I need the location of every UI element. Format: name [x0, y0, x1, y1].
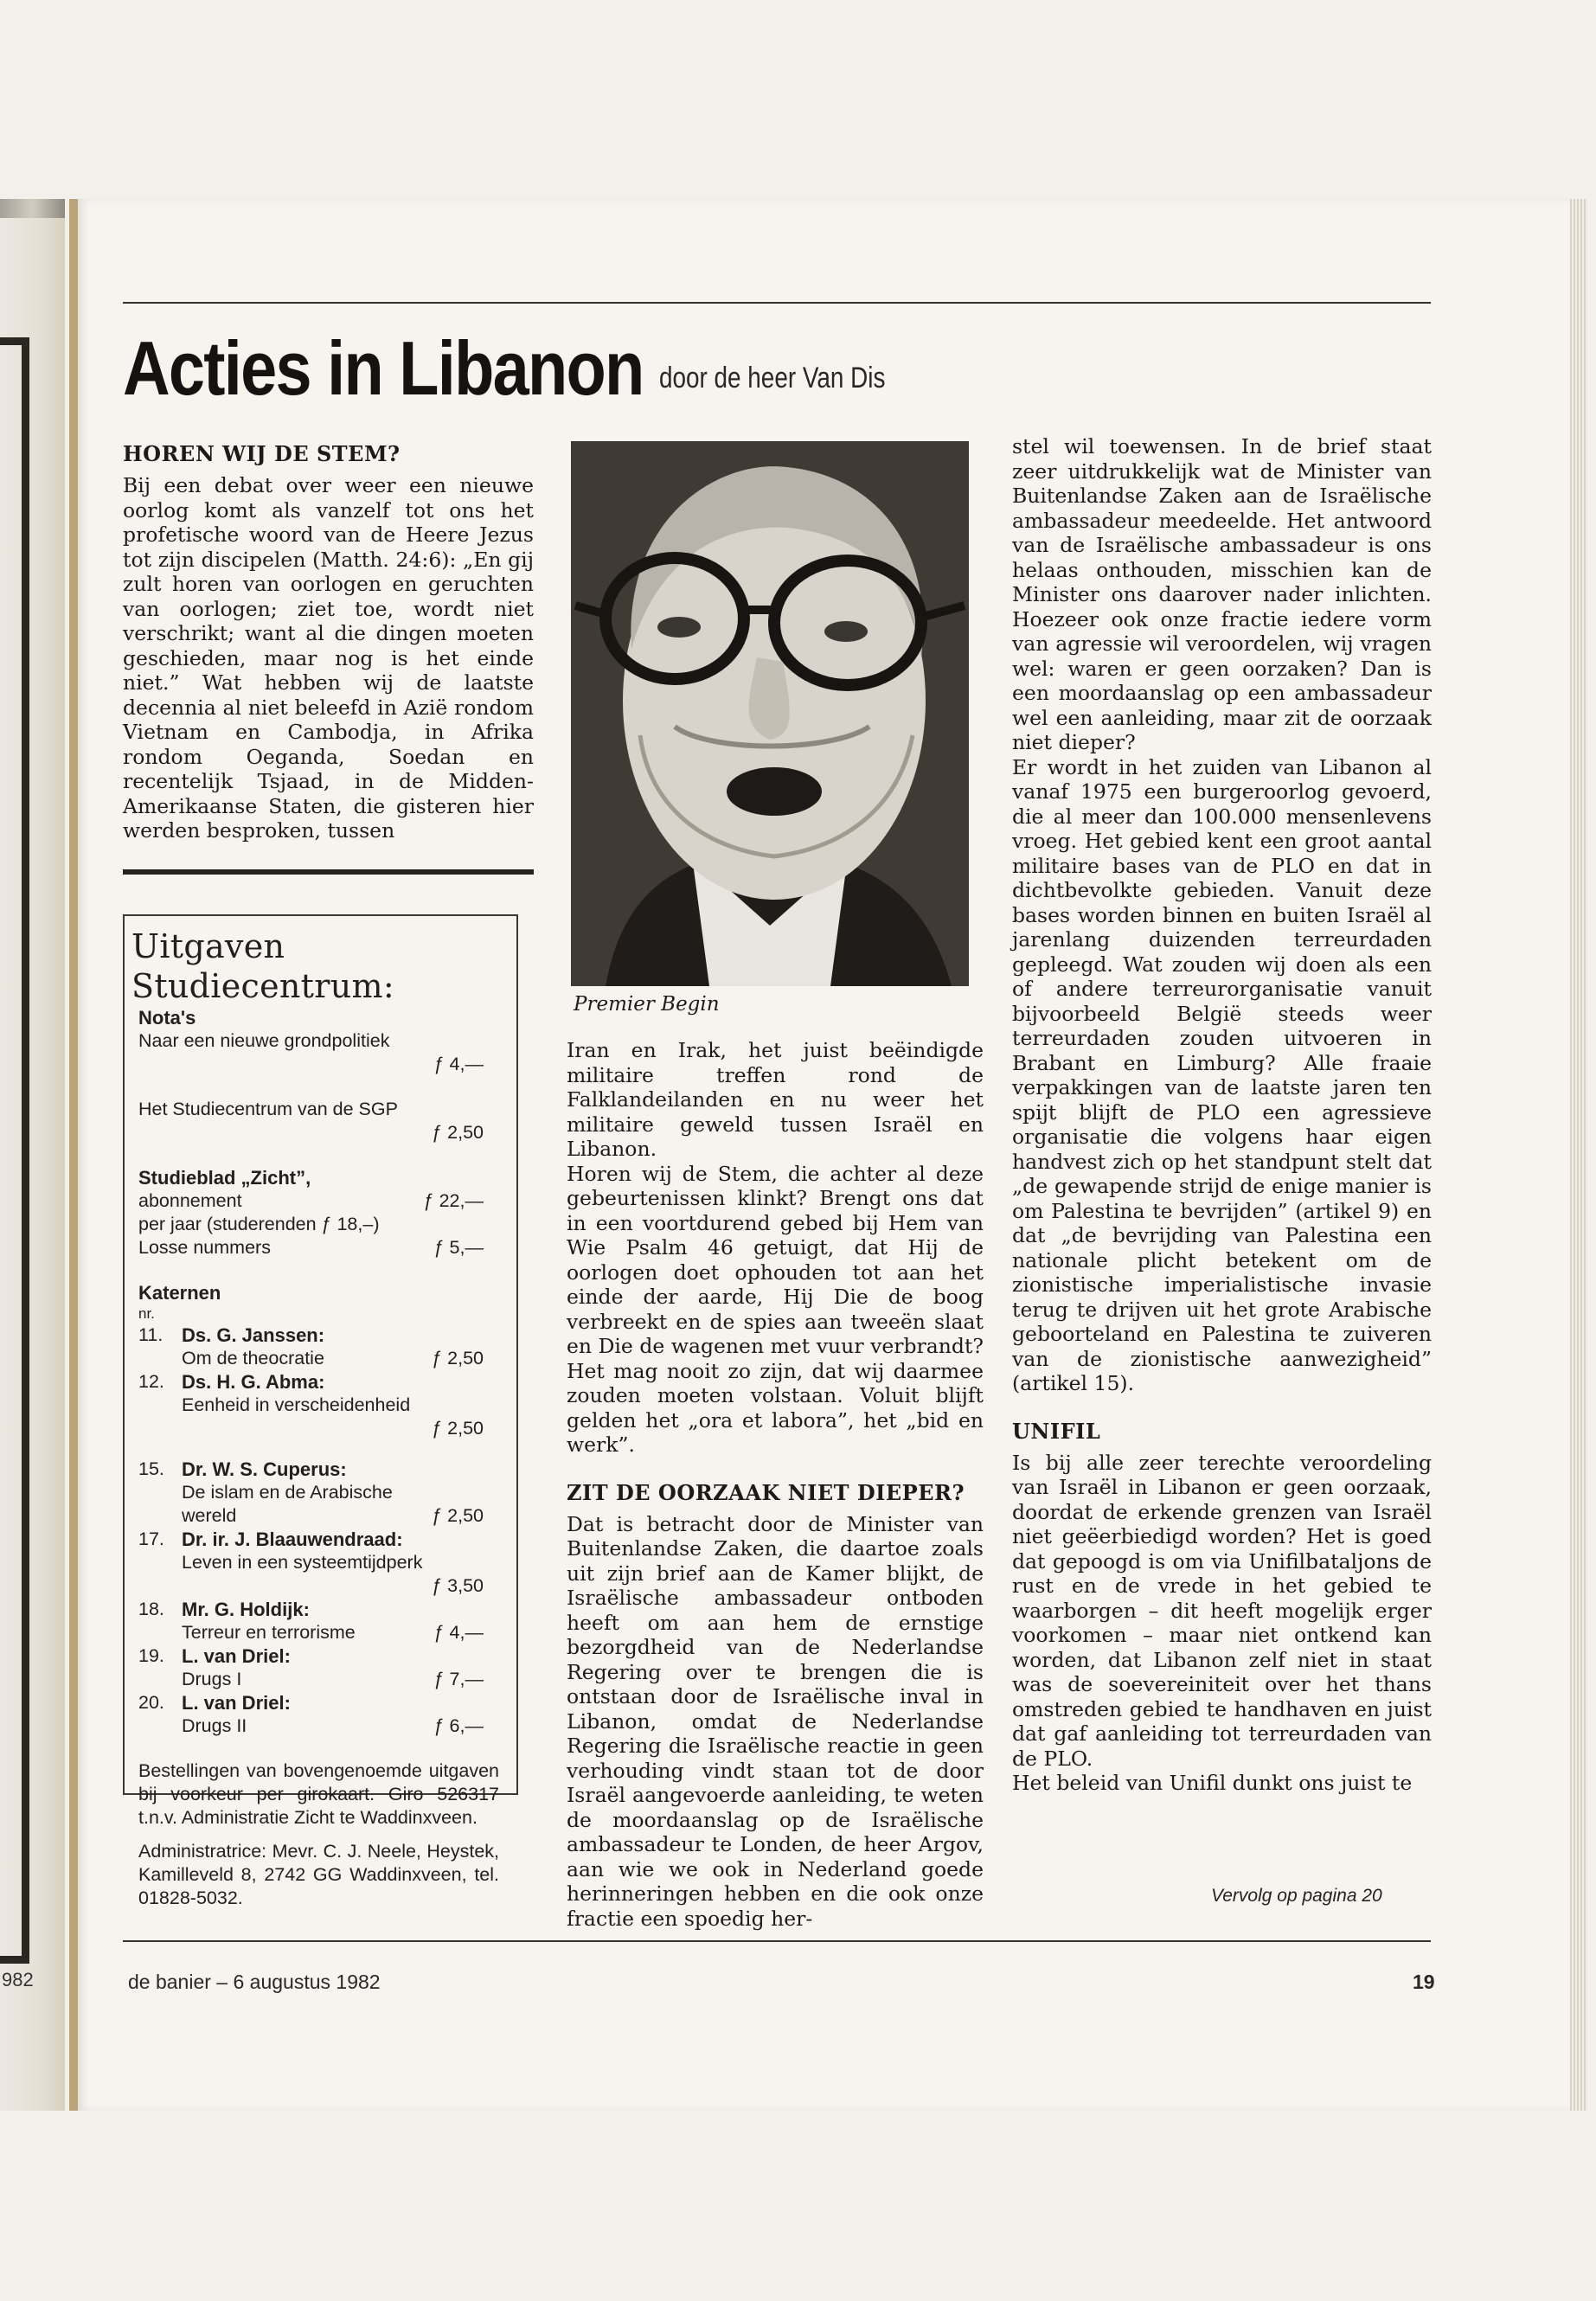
item-author: L. van Driel: [182, 1645, 291, 1667]
paragraph: Bij een debat over weer een nieuwe oorlog komt als vanzelf tot ons het profetische woord van de Heere Jezus tot zijn discipelen (Matth. 24:6): „En gij zult horen van oorlogen en geruchten van oorlogen; ziet toe, wordt niet verschrikt; want al die dingen moeten geschieden, maar nog is het einde niet.” Wat hebben wij de laatste decennia al niet beleefd in Azië rondom Vietnam en Cambodja, in Afrika rondom Oeganda, Soedan en recentelijk Tsjaad, in de Midden-Amerikaanse Staten, die gisteren hier werden besproken, tussen [123, 473, 534, 843]
item-title: Eenheid in verscheidenheid [182, 1394, 411, 1415]
item-author: Dr. ir. J. Blaauwendraad: [182, 1529, 403, 1550]
left-page-folio: 982 [2, 1969, 34, 1990]
item-number: 12. [138, 1371, 164, 1392]
paragraph: Er wordt in het zuiden van Libanon al vanaf 1975 een burgeroorlog gevoerd, die al meer dan 100.000 mensenlevens vroeg. Het gebied kent een groot aantal militaire bases van de PLO en dat in dichtbevolkte gebieden. Vanuit deze bases worden binnen en buiten Israël al jarenlang duizenden terreurdaden gepleegd. Wat zouden wij doen als een of andere terreurorganisatie vanuit bijvoorbeeld België steeds weer terreurdaden zouden uitvoeren in Brabant en Limburg? Alle fraaie verpakkingen van de laatste jaren ten spijt blijft de PLO een agressieve organisatie die volgens haar eigen handvest zich op het standpunt stelt dat „de gewapende strijd de enige manier is om Palestina te bevrijden” (artikel 9) en dat „de bevrijding van Palestina een nationale plicht betekent om de zionistische imperialistische invasie terug te drijven uit het grote Arabische geboorteland en Palestina te zuiveren van de zionistische aanwezigheid” (artikel 15). [1012, 754, 1432, 1395]
item-author: L. van Driel: [182, 1692, 291, 1714]
admin-info: Administratrice: Mevr. C. J. Neele, Heystek, Kamilleveld 8, 2742 GG Waddinxveen, tel. 01828-5032. [138, 1841, 499, 1908]
item-title: Terreur en terrorisme [182, 1622, 356, 1643]
zicht-abonnement: abonnement [138, 1190, 242, 1211]
page-number: 19 [1413, 1971, 1435, 1993]
page-stack-edge [1570, 199, 1587, 2111]
photo-caption: Premier Begin [574, 993, 720, 1016]
left-page-edge [0, 199, 65, 2111]
article-byline: door de heer Van Dis [659, 362, 886, 394]
price: ƒ 22,— [423, 1190, 484, 1211]
katernen-heading: Katernen [138, 1282, 221, 1304]
nota-item: Het Studiecentrum van de SGP [138, 1099, 398, 1119]
price: ƒ 6,— [433, 1715, 484, 1736]
section-heading-unifil: UNIFIL [1012, 1418, 1101, 1444]
item-author: Ds. H. G. Abma: [182, 1371, 325, 1393]
price: ƒ 4,— [433, 1054, 484, 1074]
zicht-heading: Studieblad „Zicht”, [138, 1167, 311, 1189]
paragraph: Iran en Irak, het juist beëindigde militaire treffen rond de Falklandeilanden en nu weer het militaire geweld tussen Israël en Libanon. [567, 1038, 984, 1161]
continued-note: Vervolg op pagina 20 [1211, 1886, 1382, 1906]
binding-strip [0, 199, 65, 218]
portrait-photo [571, 441, 969, 986]
section-heading-oorzaak: ZIT DE OORZAAK NIET DIEPER? [567, 1479, 965, 1505]
paragraph: Horen wij de Stem, die achter al deze gebeurtenissen klinkt? Brengt ons dat in een voortdurend gebed bij Hem van Wie Psalm 46 getuigt, dat Hij de oorlogen doet ophouden tot aan het einde der aarde, Hij Die de boog verbreekt en de spies aan tweeën slaat en Die de wagenen met vuur verbrandt? Het mag nooit zo zijn, dat wij daarmee zouden moeten volstaan. Voluit blijft gelden het „ora et labora”, het „bid en werk”. [567, 1161, 984, 1457]
price: ƒ 2,50 [432, 1348, 484, 1368]
price: ƒ 4,— [433, 1622, 484, 1643]
item-number: 15. [138, 1458, 164, 1479]
price: ƒ 2,50 [432, 1505, 484, 1526]
paragraph: Het beleid van Unifil dunkt ons juist te [1012, 1771, 1413, 1795]
footer-publication: de banier – 6 augustus 1982 [128, 1971, 381, 1993]
price: ƒ 2,50 [432, 1418, 484, 1439]
order-info: Bestellingen van bovengenoemde uitgaven bij voorkeur per girokaart. Giro 526317 t.n.v. Administratie Zicht te Waddinxveen. [138, 1760, 499, 1828]
item-title: Drugs I [182, 1669, 242, 1689]
box-top-rule [123, 869, 534, 875]
section-heading-horen: HOREN WIJ DE STEM? [123, 441, 401, 466]
bottom-rule [123, 1940, 1431, 1942]
top-rule [123, 302, 1431, 304]
item-title-cont: wereld [182, 1505, 237, 1526]
paragraph: Dat is betracht door de Minister van Buitenlandse Zaken, die daartoe zoals uit zijn brief aan de Kamer blijkt, de Israëlische ambassadeur ontboden heeft om aan hem de ernstige bezorgdheid van de Nederlandse Regering over te brengen die is ontstaan door de Israëlische inval in Libanon, omdat de Nederlandse Regering die Israëlische reactie in geen verhouding vindt staan tot de door Israël aangevoerde aanleiding, te weten de moordaanslag op de Israëlische ambassadeur te Londen, de heer Argov, aan wie we ook in Nederland goede herinneringen hebben en die ook onze fractie een spoedig her- [567, 1511, 984, 1931]
article-title: Acties in Libanon [123, 325, 644, 411]
price: ƒ 7,— [433, 1669, 484, 1689]
item-title: De islam en de Arabische [182, 1482, 393, 1503]
paragraph: stel wil toewensen. In de brief staat zeer uitdrukkelijk wat de Minister van Buitenlandse Zaken aan de Israëlische ambassadeur meedeelde. Het antwoord van de Israëlische ambassadeur is ons helaas onthouden, misschien kan de Minister ons daarover nader inlichten. Hoezeer ook onze fractie iedere vorm van agressie wil veroordelen, wij vragen wel: waren er geen oorzaken? Dan is een moordaanslag op een ambassadeur wel een aanleiding, maar zit de oorzaak niet dieper? [1012, 434, 1432, 754]
zicht-studenten: per jaar (studerenden ƒ 18,–) [138, 1214, 380, 1234]
nr-label: nr. [138, 1305, 155, 1322]
paragraph: Is bij alle zeer terechte veroordeling van Israël in Libanon er geen oorzaak, doordat de erkende grenzen van Israël niet geëerbiedigd worden? Het is goed dat gepoogd is om via Unifilbataljons de rust en de vrede in het gebied te waarborgen – dit heeft mogelijk erger voorkomen – maar niet ontkend kan worden, dat Libanon zelf niet in staat was de soevereiniteit over het thans omstreden gebied te handhaven en juist dat gaf aanleiding tot terreurdaden van de PLO. [1012, 1450, 1432, 1771]
publications-box [123, 914, 518, 1908]
item-author: Dr. W. S. Cuperus: [182, 1458, 347, 1480]
zicht-losse: Losse nummers [138, 1237, 271, 1258]
item-title: Drugs II [182, 1715, 247, 1736]
item-author: Mr. G. Holdijk: [182, 1599, 310, 1620]
nota-heading: Nota's [138, 1007, 196, 1029]
item-number: 18. [138, 1599, 164, 1619]
column-2 [567, 1038, 984, 1931]
left-page-border [0, 337, 29, 1964]
item-number: 19. [138, 1645, 164, 1666]
price: ƒ 5,— [433, 1237, 484, 1258]
price: ƒ 3,50 [432, 1575, 484, 1596]
column-1 [123, 441, 534, 843]
item-title: Leven in een systeemtijdperk [182, 1552, 423, 1573]
item-author: Ds. G. Janssen: [182, 1324, 325, 1346]
item-number: 20. [138, 1692, 164, 1713]
box-title: Uitgaven Studiecentrum: [131, 927, 394, 1005]
column-3 [1012, 434, 1432, 1796]
nota-item: Naar een nieuwe grondpolitiek [138, 1030, 390, 1051]
item-number: 17. [138, 1529, 164, 1549]
price: ƒ 2,50 [432, 1122, 484, 1143]
portrait-illustration [571, 441, 969, 986]
item-title: Om de theocratie [182, 1348, 324, 1368]
item-number: 11. [138, 1324, 163, 1345]
